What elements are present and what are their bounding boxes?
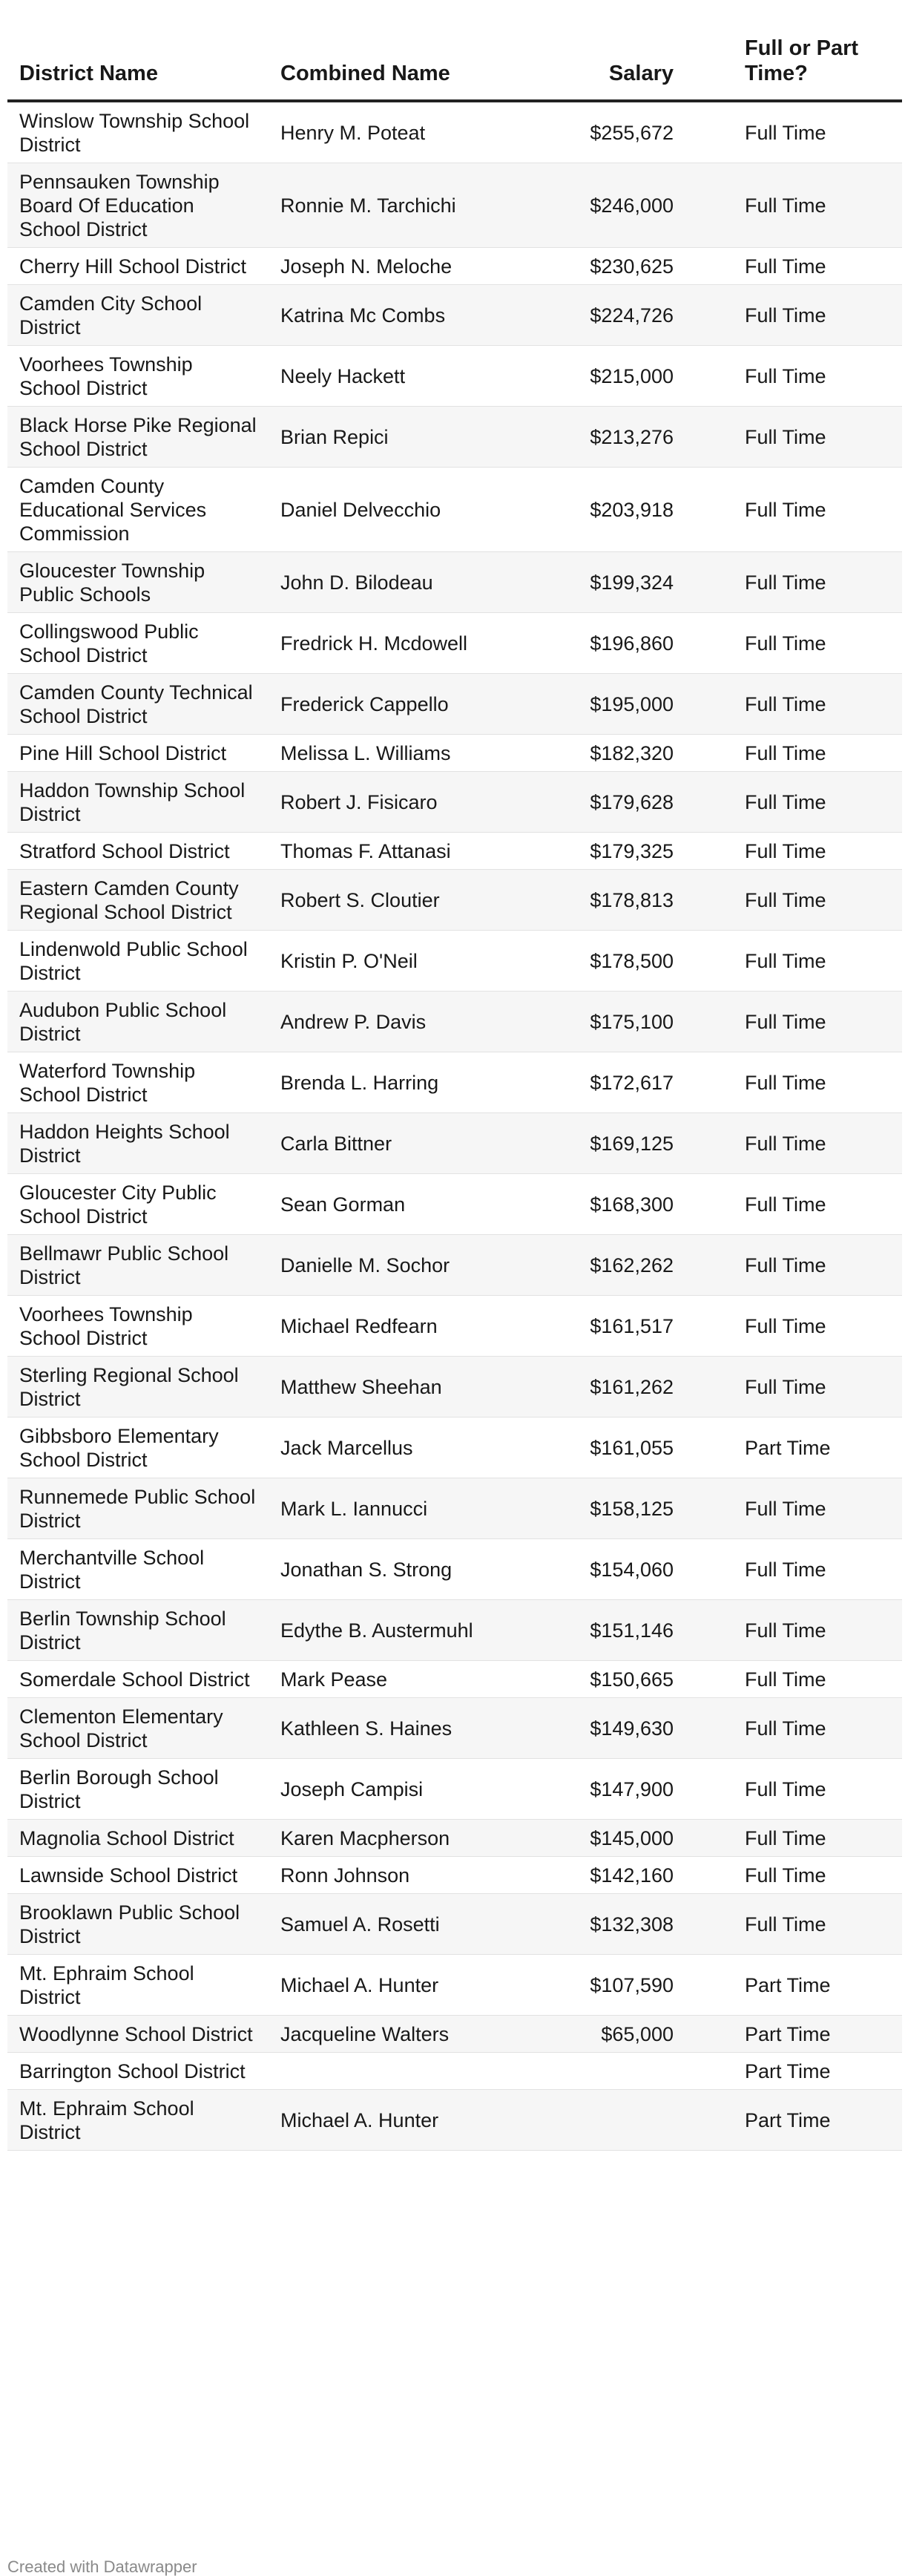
- cell-district: Collingswood Public School District: [7, 613, 269, 674]
- table-row: [7, 1296, 902, 1357]
- table-row: [7, 833, 902, 870]
- cell-district: Camden County Technical School District: [7, 674, 269, 735]
- cell-name: Brenda L. Harring: [269, 1052, 547, 1113]
- cell-status: Full Time: [715, 1539, 902, 1600]
- cell-salary: [547, 2090, 715, 2151]
- cell-salary: $147,900: [547, 1759, 715, 1820]
- cell-status: Full Time: [715, 346, 902, 407]
- cell-district: Sterling Regional School District: [7, 1357, 269, 1418]
- table-row: [7, 1894, 902, 1955]
- cell-status: Full Time: [715, 407, 902, 468]
- cell-salary: $168,300: [547, 1174, 715, 1235]
- cell-salary: $178,500: [547, 931, 715, 992]
- table-header-row: [7, 27, 902, 101]
- cell-status: Full Time: [715, 992, 902, 1052]
- cell-status: Part Time: [715, 1955, 902, 2016]
- cell-salary: $149,630: [547, 1698, 715, 1759]
- cell-district: Voorhees Township School District: [7, 346, 269, 407]
- cell-status: Full Time: [715, 101, 902, 163]
- cell-status: Full Time: [715, 163, 902, 248]
- table-body: [7, 101, 902, 2151]
- cell-status: Part Time: [715, 2016, 902, 2053]
- cell-name: Fredrick H. Mcdowell: [269, 613, 547, 674]
- cell-name: Thomas F. Attanasi: [269, 833, 547, 870]
- table-row: [7, 285, 902, 346]
- cell-salary: $107,590: [547, 1955, 715, 2016]
- cell-district: Gibbsboro Elementary School District: [7, 1418, 269, 1478]
- cell-status: Full Time: [715, 931, 902, 992]
- table-row: [7, 931, 902, 992]
- cell-name: Brian Repici: [269, 407, 547, 468]
- cell-district: Magnolia School District: [7, 1820, 269, 1857]
- salary-table: [7, 27, 902, 2151]
- cell-salary: $161,517: [547, 1296, 715, 1357]
- cell-name: Sean Gorman: [269, 1174, 547, 1235]
- cell-district: Camden City School District: [7, 285, 269, 346]
- cell-district: Audubon Public School District: [7, 992, 269, 1052]
- cell-salary: $169,125: [547, 1113, 715, 1174]
- cell-status: Part Time: [715, 1418, 902, 1478]
- cell-name: Michael Redfearn: [269, 1296, 547, 1357]
- table-row: [7, 101, 902, 163]
- cell-district: Brooklawn Public School District: [7, 1894, 269, 1955]
- cell-name: Ronn Johnson: [269, 1857, 547, 1894]
- cell-salary: $172,617: [547, 1052, 715, 1113]
- table-row: [7, 1600, 902, 1661]
- cell-name: Danielle M. Sochor: [269, 1235, 547, 1296]
- table-row: [7, 1418, 902, 1478]
- table-row: [7, 1661, 902, 1698]
- cell-district: Eastern Camden County Regional School District: [7, 870, 269, 931]
- cell-district: Stratford School District: [7, 833, 269, 870]
- cell-name: Kathleen S. Haines: [269, 1698, 547, 1759]
- cell-district: Barrington School District: [7, 2053, 269, 2090]
- cell-status: Full Time: [715, 1235, 902, 1296]
- table-row: [7, 1113, 902, 1174]
- table-row: [7, 407, 902, 468]
- cell-status: Part Time: [715, 2053, 902, 2090]
- table-row: [7, 2016, 902, 2053]
- cell-name: Matthew Sheehan: [269, 1357, 547, 1418]
- cell-district: Waterford Township School District: [7, 1052, 269, 1113]
- column-header-name[interactable]: Combined Name: [269, 27, 547, 101]
- cell-name: John D. Bilodeau: [269, 552, 547, 613]
- cell-district: Pennsauken Township Board Of Education School District: [7, 163, 269, 248]
- cell-district: Lindenwold Public School District: [7, 931, 269, 992]
- cell-status: Full Time: [715, 1113, 902, 1174]
- cell-status: Full Time: [715, 772, 902, 833]
- cell-status: Full Time: [715, 285, 902, 346]
- cell-salary: $179,325: [547, 833, 715, 870]
- cell-district: Runnemede Public School District: [7, 1478, 269, 1539]
- cell-district: Gloucester Township Public Schools: [7, 552, 269, 613]
- cell-salary: $162,262: [547, 1235, 715, 1296]
- cell-district: Berlin Township School District: [7, 1600, 269, 1661]
- cell-status: Full Time: [715, 613, 902, 674]
- table-row: [7, 735, 902, 772]
- column-header-status[interactable]: Full or Part Time?: [715, 27, 902, 101]
- cell-district: Voorhees Township School District: [7, 1296, 269, 1357]
- cell-name: Kristin P. O'Neil: [269, 931, 547, 992]
- table-row: [7, 552, 902, 613]
- cell-status: Full Time: [715, 552, 902, 613]
- cell-district: Woodlynne School District: [7, 2016, 269, 2053]
- cell-name: Michael A. Hunter: [269, 2090, 547, 2151]
- cell-salary: $255,672: [547, 101, 715, 163]
- cell-status: Full Time: [715, 1600, 902, 1661]
- cell-name: Carla Bittner: [269, 1113, 547, 1174]
- cell-salary: $203,918: [547, 468, 715, 552]
- cell-salary: $215,000: [547, 346, 715, 407]
- table-row: [7, 248, 902, 285]
- cell-name: Andrew P. Davis: [269, 992, 547, 1052]
- cell-salary: $224,726: [547, 285, 715, 346]
- cell-status: Full Time: [715, 1698, 902, 1759]
- table-row: [7, 613, 902, 674]
- table-row: [7, 870, 902, 931]
- table-row: [7, 1235, 902, 1296]
- cell-district: Winslow Township School District: [7, 101, 269, 163]
- cell-status: Full Time: [715, 1661, 902, 1698]
- table-row: [7, 772, 902, 833]
- cell-name: Daniel Delvecchio: [269, 468, 547, 552]
- cell-name: Karen Macpherson: [269, 1820, 547, 1857]
- cell-salary: $175,100: [547, 992, 715, 1052]
- table-row: [7, 1539, 902, 1600]
- cell-status: Full Time: [715, 1174, 902, 1235]
- column-header-district[interactable]: District Name: [7, 27, 269, 101]
- table-row: [7, 992, 902, 1052]
- cell-salary: $132,308: [547, 1894, 715, 1955]
- cell-salary: $195,000: [547, 674, 715, 735]
- cell-salary: $178,813: [547, 870, 715, 931]
- cell-salary: $151,146: [547, 1600, 715, 1661]
- cell-district: Camden County Educational Services Commission: [7, 468, 269, 552]
- cell-name: Mark L. Iannucci: [269, 1478, 547, 1539]
- footer-credit: Created with Datawrapper: [7, 2557, 197, 2576]
- cell-salary: $158,125: [547, 1478, 715, 1539]
- cell-district: Berlin Borough School District: [7, 1759, 269, 1820]
- cell-name: Michael A. Hunter: [269, 1955, 547, 2016]
- cell-name: Henry M. Poteat: [269, 101, 547, 163]
- cell-name: [269, 2053, 547, 2090]
- cell-salary: $154,060: [547, 1539, 715, 1600]
- cell-status: Full Time: [715, 1759, 902, 1820]
- cell-district: Somerdale School District: [7, 1661, 269, 1698]
- cell-district: Cherry Hill School District: [7, 248, 269, 285]
- cell-name: Robert S. Cloutier: [269, 870, 547, 931]
- cell-district: Lawnside School District: [7, 1857, 269, 1894]
- cell-status: Full Time: [715, 1357, 902, 1418]
- table-row: [7, 1759, 902, 1820]
- column-header-salary[interactable]: Salary: [547, 27, 715, 101]
- cell-name: Joseph N. Meloche: [269, 248, 547, 285]
- cell-salary: [547, 2053, 715, 2090]
- cell-status: Full Time: [715, 870, 902, 931]
- cell-status: Full Time: [715, 1478, 902, 1539]
- cell-salary: $161,055: [547, 1418, 715, 1478]
- cell-salary: $142,160: [547, 1857, 715, 1894]
- cell-salary: $196,860: [547, 613, 715, 674]
- cell-status: Full Time: [715, 833, 902, 870]
- cell-salary: $199,324: [547, 552, 715, 613]
- cell-status: Full Time: [715, 1894, 902, 1955]
- cell-name: Ronnie M. Tarchichi: [269, 163, 547, 248]
- table-row: [7, 1955, 902, 2016]
- cell-name: Robert J. Fisicaro: [269, 772, 547, 833]
- cell-salary: $213,276: [547, 407, 715, 468]
- cell-salary: $179,628: [547, 772, 715, 833]
- cell-name: Joseph Campisi: [269, 1759, 547, 1820]
- cell-salary: $161,262: [547, 1357, 715, 1418]
- table-row: [7, 2090, 902, 2151]
- cell-name: Jack Marcellus: [269, 1418, 547, 1478]
- cell-status: Full Time: [715, 468, 902, 552]
- cell-district: Clementon Elementary School District: [7, 1698, 269, 1759]
- cell-salary: $182,320: [547, 735, 715, 772]
- cell-district: Haddon Township School District: [7, 772, 269, 833]
- cell-district: Haddon Heights School District: [7, 1113, 269, 1174]
- cell-name: Jonathan S. Strong: [269, 1539, 547, 1600]
- cell-district: Gloucester City Public School District: [7, 1174, 269, 1235]
- table-row: [7, 1174, 902, 1235]
- table-row: [7, 1698, 902, 1759]
- cell-name: Samuel A. Rosetti: [269, 1894, 547, 1955]
- table-row: [7, 1820, 902, 1857]
- table-row: [7, 2053, 902, 2090]
- cell-name: Frederick Cappello: [269, 674, 547, 735]
- cell-name: Jacqueline Walters: [269, 2016, 547, 2053]
- cell-status: Full Time: [715, 674, 902, 735]
- table-row: [7, 1052, 902, 1113]
- cell-name: Neely Hackett: [269, 346, 547, 407]
- table-row: [7, 1478, 902, 1539]
- cell-name: Edythe B. Austermuhl: [269, 1600, 547, 1661]
- cell-salary: $230,625: [547, 248, 715, 285]
- cell-status: Part Time: [715, 2090, 902, 2151]
- cell-salary: $246,000: [547, 163, 715, 248]
- cell-salary: $150,665: [547, 1661, 715, 1698]
- cell-district: Pine Hill School District: [7, 735, 269, 772]
- cell-salary: $145,000: [547, 1820, 715, 1857]
- cell-district: Black Horse Pike Regional School District: [7, 407, 269, 468]
- cell-status: Full Time: [715, 1857, 902, 1894]
- cell-district: Mt. Ephraim School District: [7, 1955, 269, 2016]
- cell-status: Full Time: [715, 1820, 902, 1857]
- cell-district: Bellmawr Public School District: [7, 1235, 269, 1296]
- cell-status: Full Time: [715, 735, 902, 772]
- table-row: [7, 1357, 902, 1418]
- table-row: [7, 346, 902, 407]
- cell-name: Mark Pease: [269, 1661, 547, 1698]
- table-row: [7, 163, 902, 248]
- cell-name: Katrina Mc Combs: [269, 285, 547, 346]
- cell-status: Full Time: [715, 1296, 902, 1357]
- cell-salary: $65,000: [547, 2016, 715, 2053]
- cell-district: Mt. Ephraim School District: [7, 2090, 269, 2151]
- cell-name: Melissa L. Williams: [269, 735, 547, 772]
- cell-district: Merchantville School District: [7, 1539, 269, 1600]
- table-row: [7, 468, 902, 552]
- cell-status: Full Time: [715, 248, 902, 285]
- table-row: [7, 1857, 902, 1894]
- table-row: [7, 674, 902, 735]
- cell-status: Full Time: [715, 1052, 902, 1113]
